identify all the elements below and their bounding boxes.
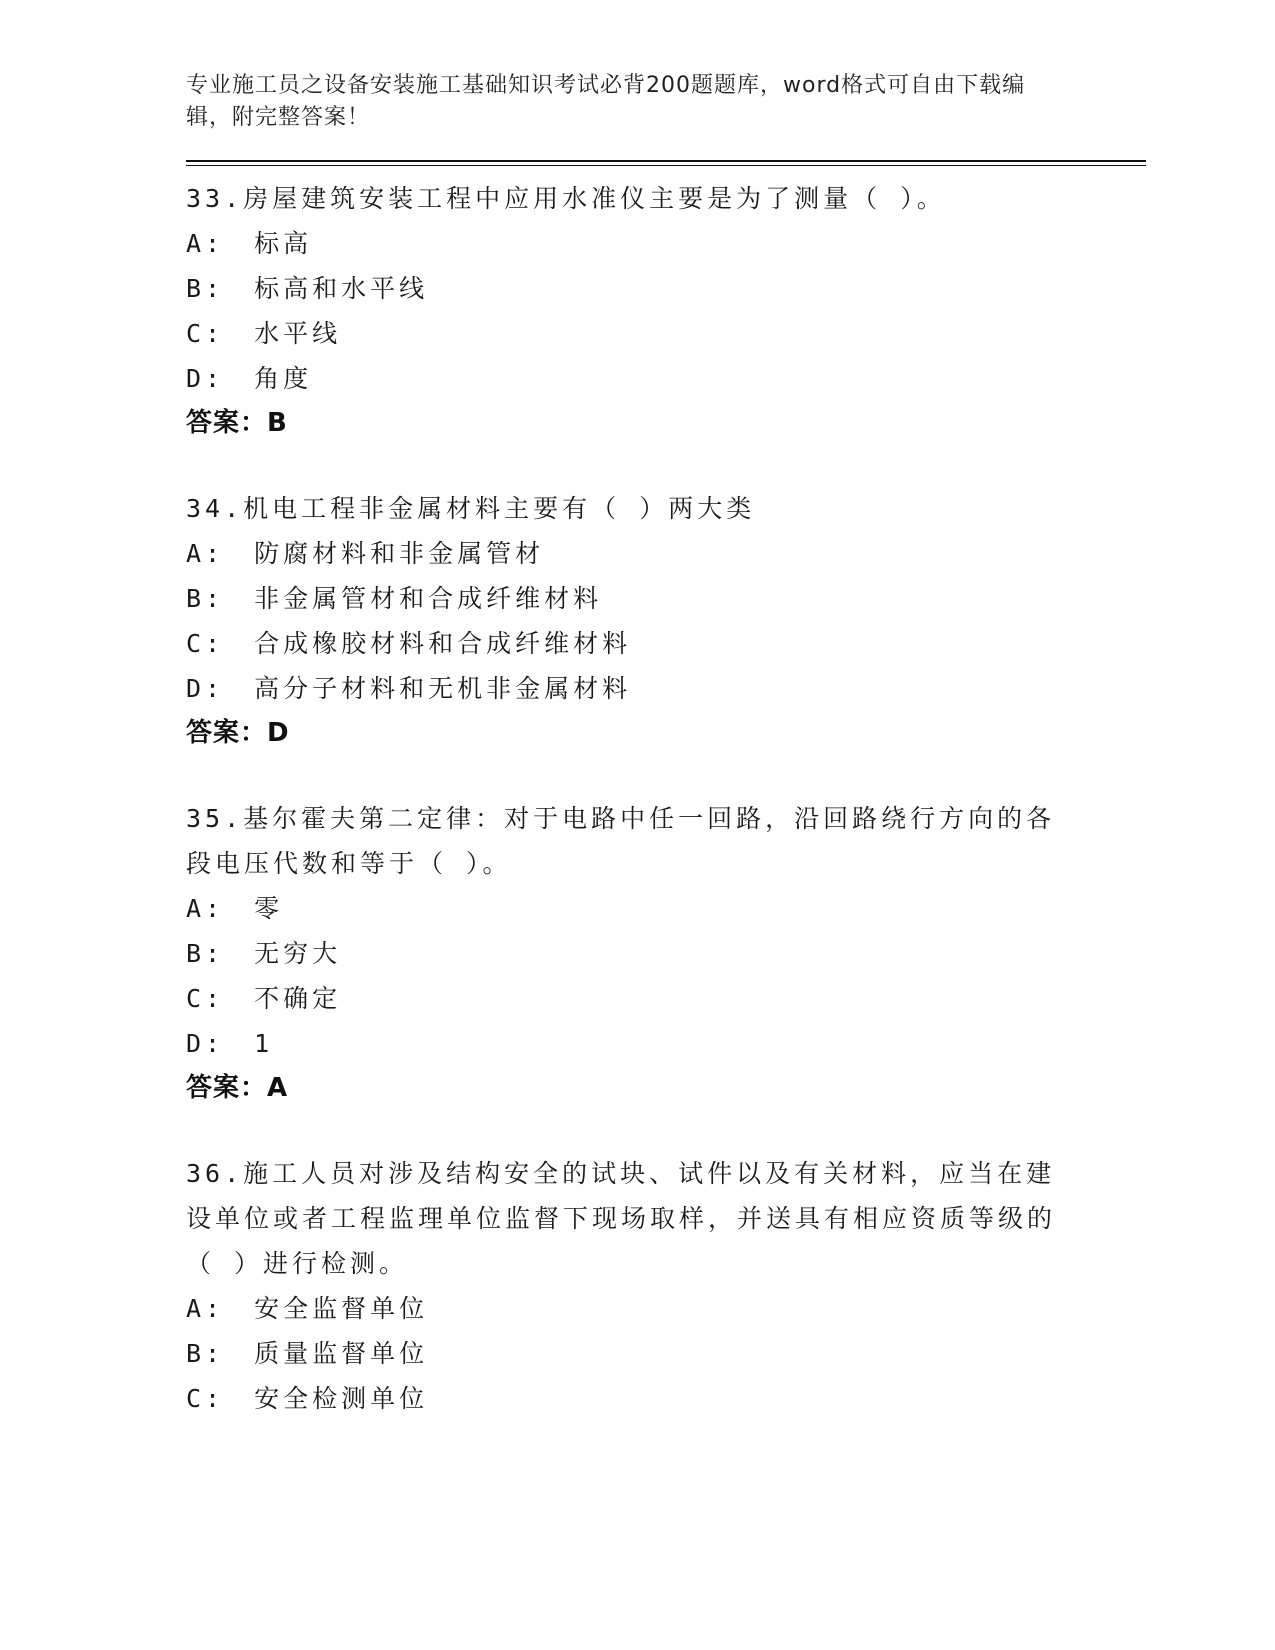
question-text: 35.基尔霍夫第二定律：对于电路中任一回路，沿回路绕行方向的各段电压代数和等于（ ）。 <box>186 804 1056 878</box>
option-row <box>186 531 1146 576</box>
question-block <box>186 1151 1146 1421</box>
option-text: 不确定 <box>254 984 342 1013</box>
question-text: 34.机电工程非金属材料主要有（ ）两大类 <box>186 494 756 523</box>
option-letter: C: <box>186 629 225 658</box>
option-letter: D: <box>186 1029 225 1058</box>
question-text: 36.施工人员对涉及结构安全的试块、试件以及有关材料，应当在建设单位或者工程监理单位监督下现场取样，并送具有相应资质等级的（ ）进行检测。 <box>186 1159 1057 1278</box>
option-letter: A: <box>186 539 225 568</box>
header-divider <box>186 160 1146 166</box>
option-text: 高分子材料和无机非金属材料 <box>254 674 632 703</box>
option-row <box>186 221 1146 266</box>
option-letter: D: <box>186 674 225 703</box>
option-letter: B: <box>186 274 225 303</box>
document-header: 专业施工员之设备安装施工基础知识考试必背200题题库，word格式可自由下载编辑，附完整答案！ <box>186 73 1026 130</box>
option-letter: C: <box>186 319 225 348</box>
question-list <box>186 176 1146 1421</box>
option-row <box>186 1286 1146 1331</box>
divider-line-thick <box>186 160 1146 162</box>
option-text: 1 <box>254 1029 274 1058</box>
option-letter: A: <box>186 894 225 923</box>
option-text: 非金属管材和合成纤维材料 <box>254 584 603 613</box>
option-text: 零 <box>254 894 284 923</box>
option-text: 水平线 <box>254 319 342 348</box>
option-text: 无穷大 <box>254 939 342 968</box>
option-row <box>186 1021 1146 1066</box>
option-row <box>186 886 1146 931</box>
option-row <box>186 621 1146 666</box>
option-row <box>186 976 1146 1021</box>
option-letter: D: <box>186 364 225 393</box>
question-block <box>186 176 1146 446</box>
option-row <box>186 311 1146 356</box>
question-block <box>186 796 1146 1111</box>
answer-line: 答案：B <box>186 408 288 438</box>
option-letter: C: <box>186 1384 225 1413</box>
option-row <box>186 666 1146 711</box>
option-text: 合成橡胶材料和合成纤维材料 <box>254 629 632 658</box>
answer-line: 答案：D <box>186 718 290 748</box>
option-letter: B: <box>186 1339 225 1368</box>
option-letter: B: <box>186 939 225 968</box>
option-letter: A: <box>186 1294 225 1323</box>
option-row <box>186 576 1146 621</box>
option-letter: B: <box>186 584 225 613</box>
option-row <box>186 266 1146 311</box>
option-text: 标高 <box>254 229 313 258</box>
question-text: 33.房屋建筑安装工程中应用水准仪主要是为了测量（ ）。 <box>186 184 946 213</box>
option-row <box>186 1376 1146 1421</box>
option-text: 防腐材料和非金属管材 <box>254 539 545 568</box>
option-text: 安全监督单位 <box>254 1294 429 1323</box>
option-text: 标高和水平线 <box>254 274 429 303</box>
option-row <box>186 1331 1146 1376</box>
option-text: 质量监督单位 <box>254 1339 429 1368</box>
option-row <box>186 931 1146 976</box>
question-block <box>186 486 1146 756</box>
option-text: 安全检测单位 <box>254 1384 429 1413</box>
answer-line: 答案：A <box>186 1073 289 1103</box>
option-row <box>186 356 1146 401</box>
option-letter: C: <box>186 984 225 1013</box>
option-text: 角度 <box>254 364 313 393</box>
document-page <box>186 70 1146 1461</box>
option-letter: A: <box>186 229 225 258</box>
divider-line-thin <box>186 165 1146 166</box>
